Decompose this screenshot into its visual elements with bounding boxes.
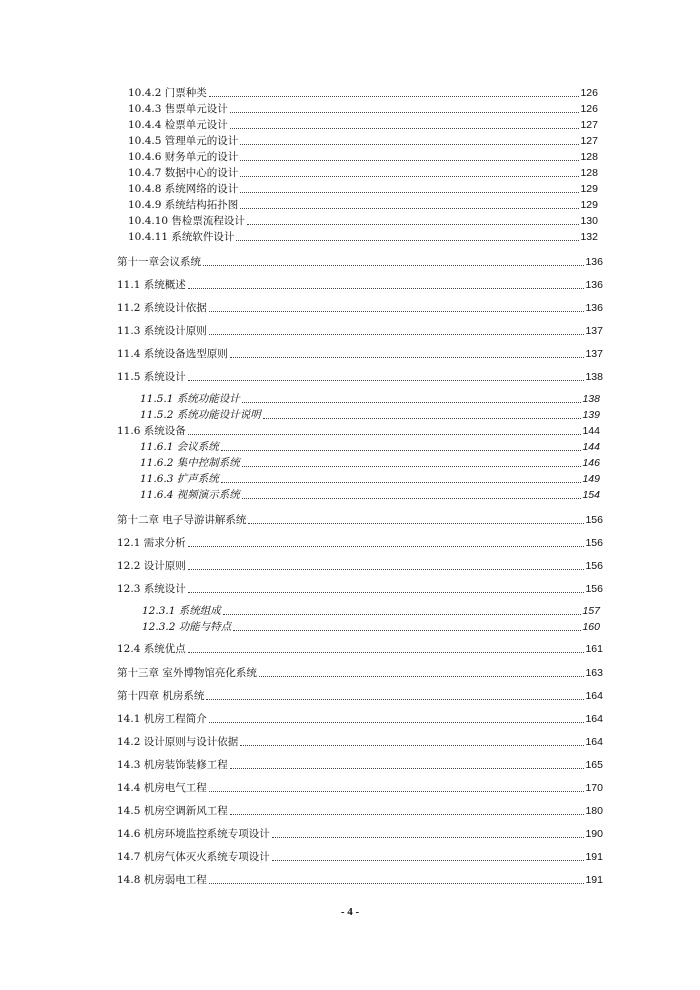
dot-leader xyxy=(188,434,582,435)
toc-entry[interactable] xyxy=(128,231,598,244)
dot-leader xyxy=(240,176,579,177)
toc-entry-label: 10.4.5 管理单元的设计 xyxy=(128,135,239,147)
toc-entry[interactable] xyxy=(140,393,600,406)
dot-leader xyxy=(206,699,584,700)
toc-entry-page: 165 xyxy=(585,759,603,771)
toc-entry-page: 137 xyxy=(585,348,603,360)
toc-entry-page: 132 xyxy=(580,231,598,243)
toc-entry-page: 136 xyxy=(585,302,603,314)
toc-entry[interactable] xyxy=(128,215,598,228)
toc-entry-page: 127 xyxy=(580,119,598,131)
toc-entry[interactable] xyxy=(140,441,600,454)
dot-leader xyxy=(263,418,582,419)
toc-entry-label: 10.4.8 系统网络的设计 xyxy=(128,183,239,195)
dot-leader xyxy=(209,311,585,312)
toc-entry-chapter[interactable] xyxy=(117,514,603,527)
dot-leader xyxy=(240,144,579,145)
toc-entry[interactable] xyxy=(117,371,603,384)
toc-entry-page: 127 xyxy=(580,135,598,147)
toc-entry-page: 191 xyxy=(585,874,603,886)
toc-entry-page: 136 xyxy=(585,279,603,291)
dot-leader xyxy=(209,883,585,884)
toc-entry-label: 12.3.2 功能与特点 xyxy=(142,621,232,633)
toc-entry-label: 10.4.11 系统软件设计 xyxy=(128,231,235,243)
toc-entry-page: 136 xyxy=(585,256,603,268)
toc-entry-page: 191 xyxy=(585,851,603,863)
toc-entry[interactable] xyxy=(117,828,603,841)
toc-entry[interactable] xyxy=(128,199,598,212)
toc-entry-label: 11.5.1 系统功能设计 xyxy=(140,393,240,405)
toc-entry-label: 11.6.2 集中控制系统 xyxy=(140,457,240,469)
dot-leader xyxy=(248,523,584,524)
dot-leader xyxy=(230,112,580,113)
toc-entry-label: 14.6 机房环境监控系统专项设计 xyxy=(117,828,270,840)
toc-entry-label: 11.4 系统设备选型原则 xyxy=(117,348,228,360)
toc-entry-page: 126 xyxy=(580,103,598,115)
dot-leader xyxy=(223,614,582,615)
toc-entry[interactable] xyxy=(128,151,598,164)
toc-entry-label: 12.4 系统优点 xyxy=(117,643,186,655)
dot-leader xyxy=(209,96,580,97)
toc-entry-label: 10.4.6 财务单元的设计 xyxy=(128,151,239,163)
toc-entry-page: 146 xyxy=(582,457,600,469)
dot-leader xyxy=(230,128,580,129)
toc-entry[interactable] xyxy=(117,782,603,795)
toc-entry-label: 第十三章 室外博物馆亮化系统 xyxy=(117,667,257,679)
toc-entry-page: 130 xyxy=(580,215,598,227)
toc-entry-label: 10.4.4 检票单元设计 xyxy=(128,119,228,131)
toc-entry[interactable] xyxy=(140,473,600,486)
toc-entry-page: 161 xyxy=(585,643,603,655)
toc-entry[interactable] xyxy=(128,103,598,116)
toc-entry-label: 12.3 系统设计 xyxy=(117,583,186,595)
toc-entry-label: 11.6 系统设备 xyxy=(117,425,186,437)
toc-entry-label: 14.5 机房空调新风工程 xyxy=(117,805,228,817)
toc-entry[interactable] xyxy=(117,560,603,573)
toc-entry[interactable] xyxy=(128,167,598,180)
toc-entry[interactable] xyxy=(128,119,598,132)
dot-leader xyxy=(259,676,585,677)
toc-entry[interactable] xyxy=(128,135,598,148)
toc-entry-page: 156 xyxy=(585,560,603,572)
dot-leader xyxy=(242,402,582,403)
toc-entry-label: 10.4.2 门票种类 xyxy=(128,87,207,99)
toc-entry[interactable] xyxy=(140,409,600,422)
dot-leader xyxy=(272,860,585,861)
dot-leader xyxy=(209,791,585,792)
toc-entry-label: 11.1 系统概述 xyxy=(117,279,186,291)
toc-entry-page: 156 xyxy=(585,583,603,595)
toc-entry-page: 138 xyxy=(582,393,600,405)
dot-leader xyxy=(233,630,581,631)
toc-entry-label: 11.6.4 视频演示系统 xyxy=(140,489,240,501)
toc-entry-label: 10.4.3 售票单元设计 xyxy=(128,103,228,115)
toc-entry-page: 137 xyxy=(585,325,603,337)
dot-leader xyxy=(188,592,585,593)
dot-leader xyxy=(188,652,585,653)
toc-entry[interactable] xyxy=(142,605,600,618)
toc-entry-page: 164 xyxy=(585,713,603,725)
dot-leader xyxy=(230,357,585,358)
toc-entry-page: 138 xyxy=(585,371,603,383)
toc-entry[interactable] xyxy=(142,621,600,634)
dot-leader xyxy=(209,722,585,723)
toc-entry-page: 163 xyxy=(585,667,603,679)
toc-entry-label: 14.8 机房弱电工程 xyxy=(117,874,207,886)
toc-entry[interactable] xyxy=(117,736,603,749)
dot-leader xyxy=(209,334,585,335)
toc-entry-chapter[interactable] xyxy=(117,256,603,269)
toc-entry-page: 164 xyxy=(585,690,603,702)
dot-leader xyxy=(240,208,579,209)
toc-entry[interactable] xyxy=(140,457,600,470)
toc-entry-page: 156 xyxy=(585,537,603,549)
toc-entry-page: 129 xyxy=(580,199,598,211)
toc-entry-page: 170 xyxy=(585,782,603,794)
toc-entry-label: 14.4 机房电气工程 xyxy=(117,782,207,794)
dot-leader xyxy=(221,450,582,451)
toc-entry-page: 126 xyxy=(580,87,598,99)
toc-entry-chapter[interactable] xyxy=(117,690,603,703)
toc-entry-chapter[interactable] xyxy=(117,667,603,680)
toc-entry[interactable] xyxy=(117,348,603,361)
dot-leader xyxy=(240,160,579,161)
dot-leader xyxy=(188,546,585,547)
toc-entry-page: 160 xyxy=(582,621,600,633)
toc-entry[interactable] xyxy=(117,713,603,726)
dot-leader xyxy=(240,192,579,193)
toc-entry-page: 128 xyxy=(580,151,598,163)
toc-entry-label: 11.3 系统设计原则 xyxy=(117,325,207,337)
toc-entry-label: 第十四章 机房系统 xyxy=(117,690,205,702)
toc-entry[interactable] xyxy=(128,183,598,196)
toc-entry-label: 10.4.7 数据中心的设计 xyxy=(128,167,239,179)
toc-entry-label: 12.2 设计原则 xyxy=(117,560,186,572)
toc-entry-label: 11.5 系统设计 xyxy=(117,371,186,383)
toc-entry-label: 第十一章会议系统 xyxy=(117,256,201,268)
dot-leader xyxy=(272,837,585,838)
toc-entry[interactable] xyxy=(117,325,603,338)
dot-leader xyxy=(188,380,585,381)
toc-entry[interactable] xyxy=(117,759,603,772)
toc-entry-page: 129 xyxy=(580,183,598,195)
page-number: - 4 - xyxy=(340,906,360,918)
toc-entry-label: 11.2 系统设计依据 xyxy=(117,302,207,314)
toc-entry-label: 14.2 设计原则与设计依据 xyxy=(117,736,239,748)
toc-entry-label: 11.5.2 系统功能设计说明 xyxy=(140,409,261,421)
toc-entry-label: 14.7 机房气体灭火系统专项设计 xyxy=(117,851,270,863)
toc-entry[interactable] xyxy=(117,583,603,596)
toc-entry-label: 14.3 机房装饰装修工程 xyxy=(117,759,228,771)
toc-entry[interactable] xyxy=(128,87,598,100)
dot-leader xyxy=(188,288,585,289)
toc-entry[interactable] xyxy=(117,537,603,550)
toc-entry-label: 14.1 机房工程简介 xyxy=(117,713,207,725)
toc-entry-page: 139 xyxy=(582,409,600,421)
dot-leader xyxy=(236,240,579,241)
toc-entry-label: 10.4.9 系统结构拓扑图 xyxy=(128,199,239,211)
toc-entry-label: 12.1 需求分析 xyxy=(117,537,186,549)
toc-entry-label: 11.6.3 扩声系统 xyxy=(140,473,219,485)
toc-entry-page: 144 xyxy=(582,441,600,453)
dot-leader xyxy=(221,482,582,483)
toc-entry[interactable] xyxy=(117,279,603,292)
dot-leader xyxy=(230,814,585,815)
dot-leader xyxy=(242,498,582,499)
toc-entry[interactable] xyxy=(117,874,603,887)
toc-entry-page: 164 xyxy=(585,736,603,748)
dot-leader xyxy=(203,265,584,266)
toc-entry[interactable] xyxy=(117,302,603,315)
toc-entry[interactable] xyxy=(117,425,600,438)
toc-entry[interactable] xyxy=(117,805,603,818)
toc-entry-page: 144 xyxy=(582,425,600,437)
dot-leader xyxy=(240,745,584,746)
dot-leader xyxy=(242,466,582,467)
dot-leader xyxy=(247,224,580,225)
toc-entry-page: 154 xyxy=(582,489,600,501)
toc-entry-page: 190 xyxy=(585,828,603,840)
toc-entry-label: 10.4.10 售检票流程设计 xyxy=(128,215,245,227)
toc-entry[interactable] xyxy=(117,643,603,656)
toc-entry-label: 11.6.1 会议系统 xyxy=(140,441,219,453)
dot-leader xyxy=(230,768,585,769)
dot-leader xyxy=(188,569,585,570)
toc-entry[interactable] xyxy=(140,489,600,502)
toc-entry-page: 156 xyxy=(585,514,603,526)
toc-entry-label: 第十二章 电子导游讲解系统 xyxy=(117,514,247,526)
toc-entry-label: 12.3.1 系统组成 xyxy=(142,605,221,617)
toc-entry-page: 180 xyxy=(585,805,603,817)
toc-entry-page: 157 xyxy=(582,605,600,617)
toc-entry[interactable] xyxy=(117,851,603,864)
toc-entry-page: 149 xyxy=(582,473,600,485)
toc-entry-page: 128 xyxy=(580,167,598,179)
